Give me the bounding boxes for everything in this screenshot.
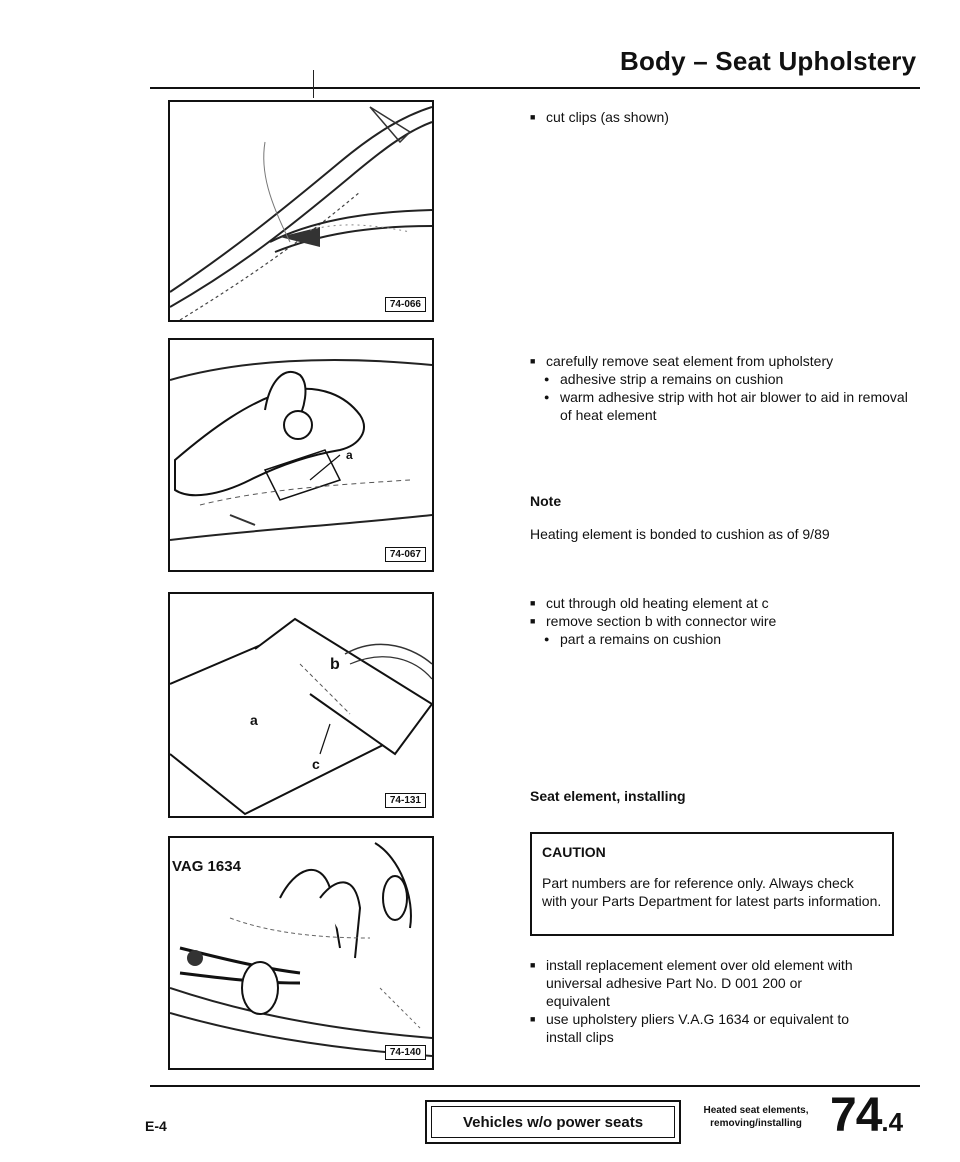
callout-c: c bbox=[312, 756, 320, 772]
callout-b: b bbox=[330, 656, 340, 673]
step-install-element: ■ install replacement element over old element with universal adhesive Part No. D 001 200 or equivalent bbox=[530, 956, 860, 1010]
callout-a: a bbox=[250, 712, 258, 728]
figure-label: 74-066 bbox=[385, 297, 426, 312]
figure-label: 74-131 bbox=[385, 793, 426, 808]
footer-description: Heated seat elements, removing/installing bbox=[703, 1105, 809, 1129]
page-title: Body – Seat Upholstery bbox=[620, 46, 917, 76]
substep-warm-adhesive: ● warm adhesive strip with hot air blower to aid in removal of heat element bbox=[530, 388, 910, 424]
group-main: 74 bbox=[830, 1089, 882, 1142]
heating-element-section-illustration bbox=[170, 594, 432, 816]
substep-adhesive-remains: ● adhesive strip a remains on cushion bbox=[530, 370, 910, 388]
step-group-cut bbox=[530, 594, 910, 648]
note-title: Note bbox=[530, 493, 562, 509]
note-text: Heating element is bonded to cushion as of 9/89 bbox=[530, 526, 830, 542]
step-cut-clips: ■ cut clips (as shown) bbox=[530, 108, 926, 126]
figure-cut-section bbox=[168, 592, 434, 818]
step-cut-element: ■ cut through old heating element at c bbox=[530, 594, 910, 612]
section-heading-installing: Seat element, installing bbox=[530, 788, 686, 804]
pliers-cutting-clips-illustration bbox=[170, 102, 432, 320]
section-tab-label: Vehicles w/o power seats bbox=[431, 1106, 675, 1138]
figure-label: 74-067 bbox=[385, 547, 426, 562]
tool-label: VAG 1634 bbox=[172, 858, 241, 875]
header-tick bbox=[313, 70, 314, 98]
step-use-pliers: ■ use upholstery pliers V.A.G 1634 or equivalent to install clips bbox=[530, 1010, 860, 1046]
callout-a: a bbox=[346, 448, 353, 462]
figure-label: 74-140 bbox=[385, 1045, 426, 1060]
step-group-remove bbox=[530, 352, 910, 424]
group-sub: .4 bbox=[881, 1107, 904, 1137]
caution-title: CAUTION bbox=[542, 844, 606, 860]
step-group-install bbox=[530, 956, 860, 1046]
figure-cut-clips bbox=[168, 100, 434, 322]
hand-peeling-element-illustration bbox=[170, 340, 432, 570]
step-remove-element: ■ carefully remove seat element from upholstery bbox=[530, 352, 910, 370]
page-number: E-4 bbox=[145, 1118, 167, 1134]
repair-group-number bbox=[830, 1088, 903, 1143]
caution-box bbox=[530, 832, 894, 936]
section-tab bbox=[425, 1100, 681, 1144]
step-remove-section: ■ remove section b with connector wire bbox=[530, 612, 910, 630]
figure-remove-element bbox=[168, 338, 434, 572]
figure-install-clips bbox=[168, 836, 434, 1070]
caution-text: Part numbers are for reference only. Always check with your Parts Department for latest parts information. bbox=[542, 875, 882, 909]
footer-rule bbox=[150, 1085, 920, 1087]
substep-part-remains: ● part a remains on cushion bbox=[530, 630, 910, 648]
header-rule bbox=[150, 87, 920, 89]
